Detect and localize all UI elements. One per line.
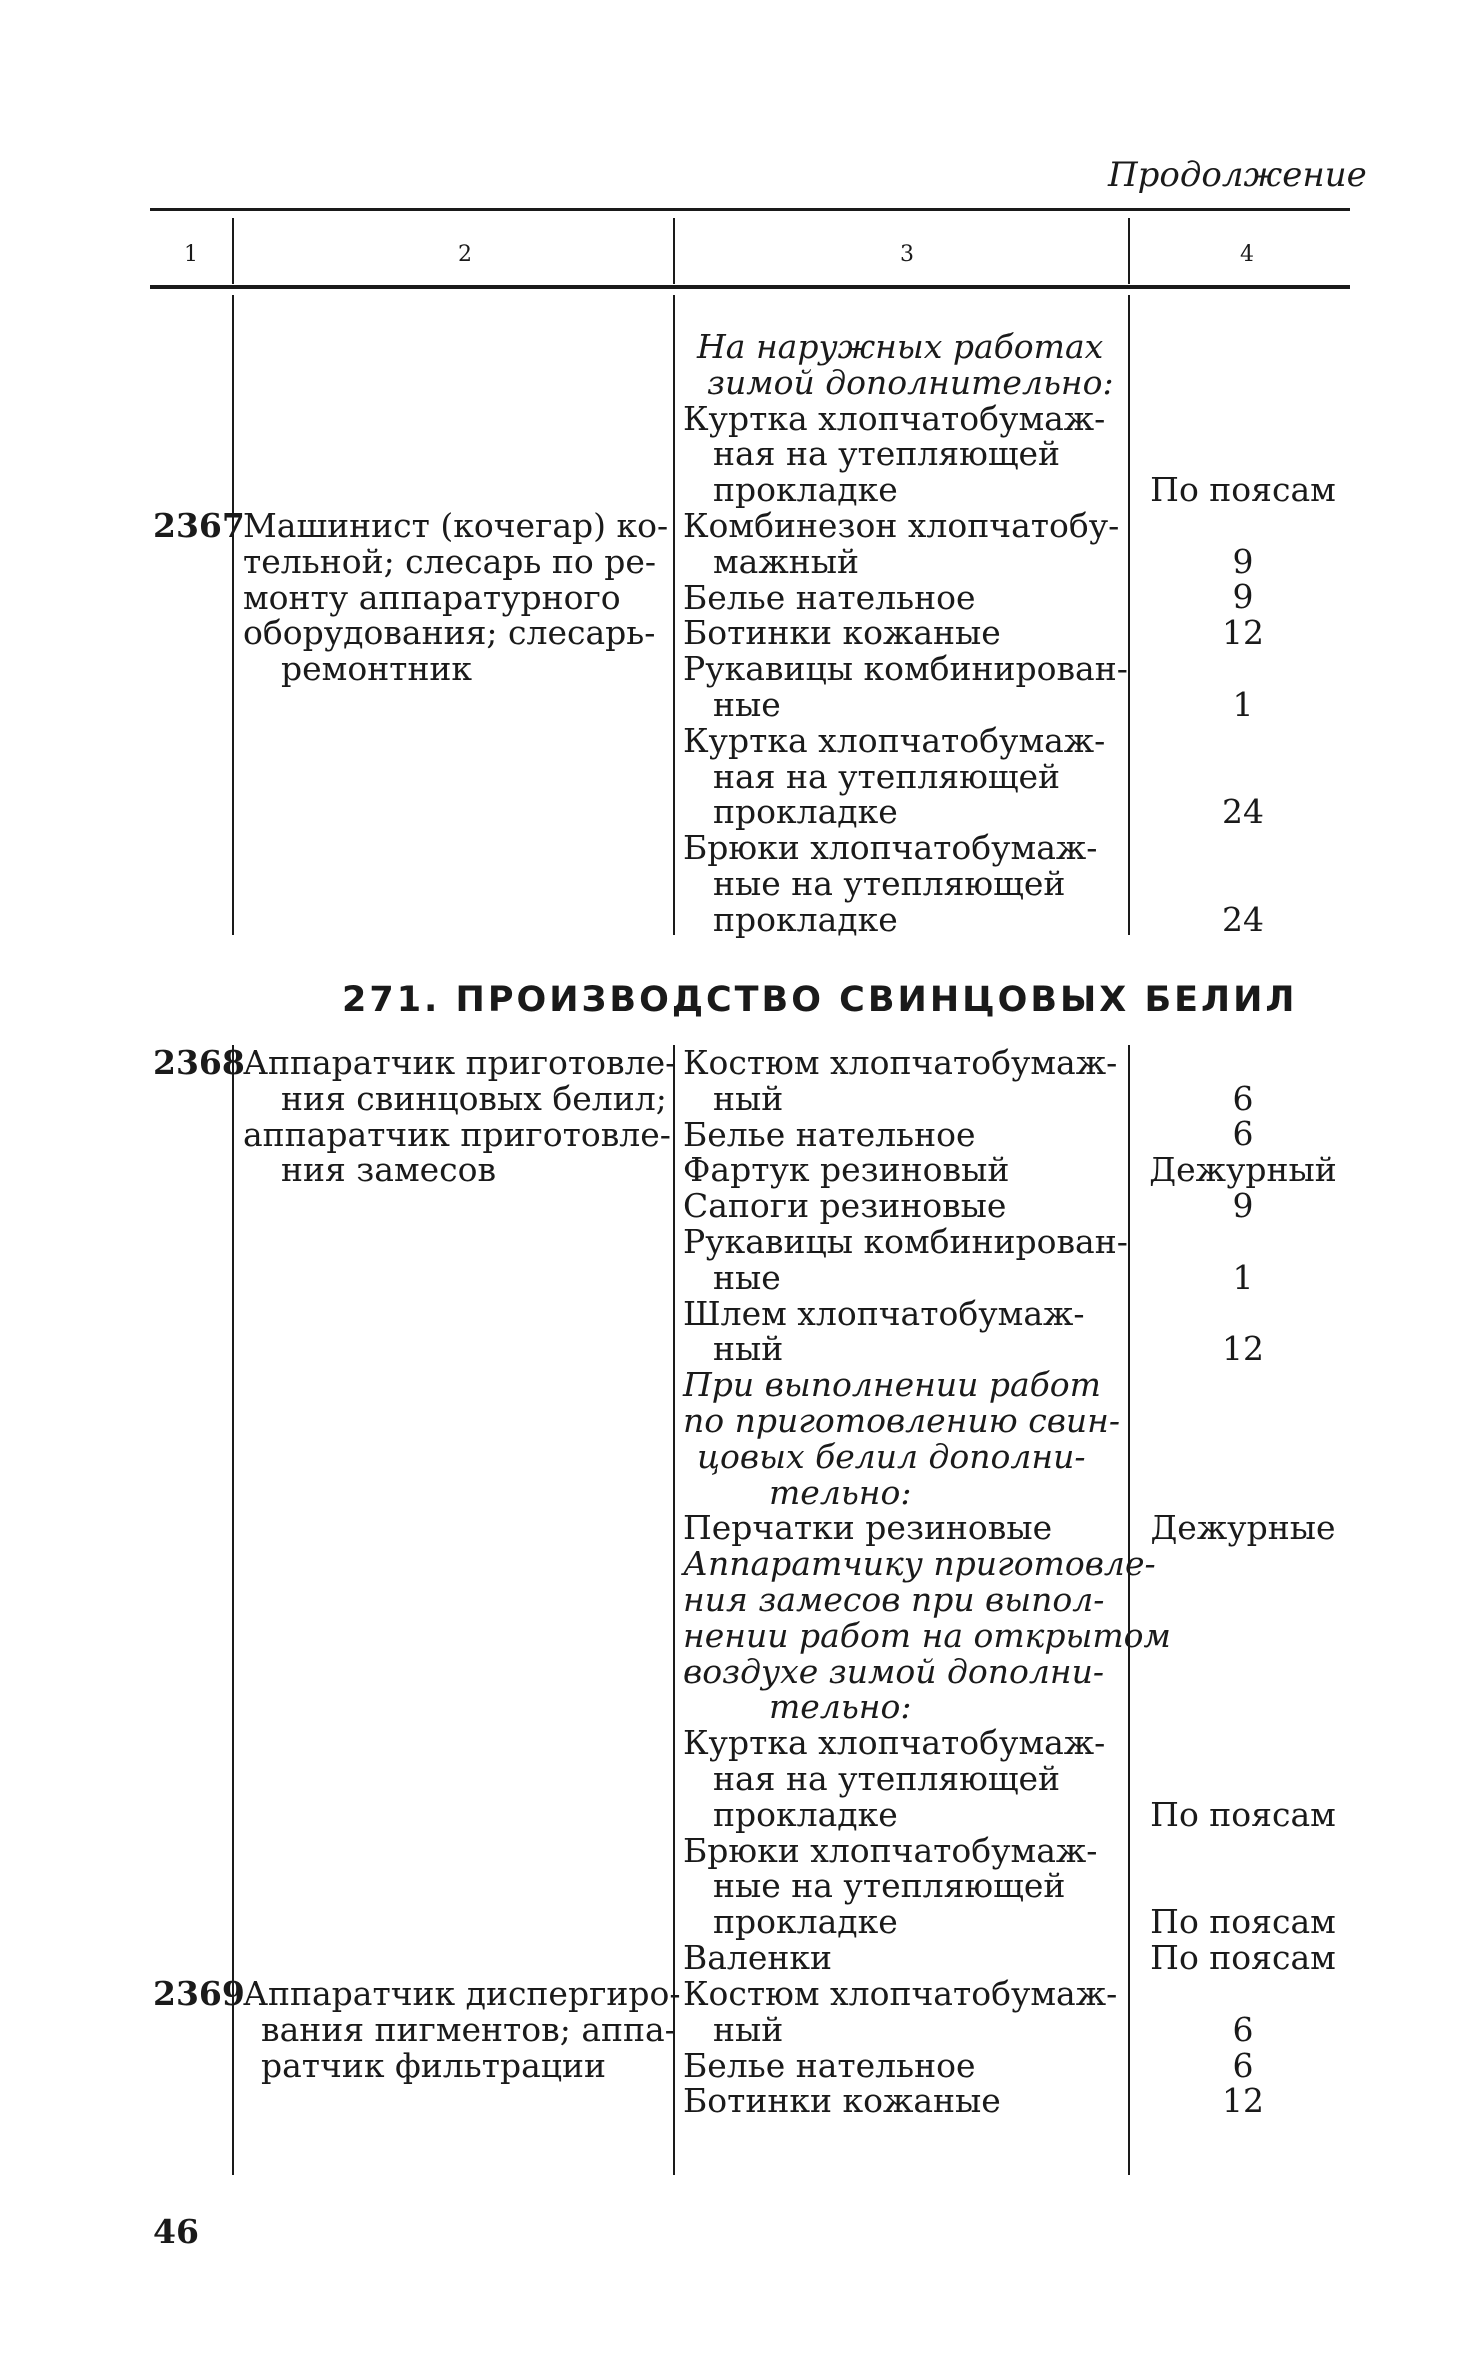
- item-line: ный: [713, 1329, 784, 1369]
- item-line: тельно:: [769, 1472, 912, 1512]
- item-line: Костюм хлопчатобумаж-: [683, 1043, 1118, 1082]
- item-line: Белье нательное: [683, 1114, 976, 1154]
- item-line: ные: [713, 1257, 781, 1297]
- item-line: Ботинки кожаные: [683, 613, 1001, 653]
- item-line: Шлем хлопчатобумаж-: [683, 1293, 1085, 1333]
- item-line: прокладке: [713, 1794, 898, 1834]
- term-value: По поясам: [1150, 1938, 1336, 1977]
- block1-divider-3: [1128, 295, 1130, 935]
- profession-line: Аппаратчик приготовле-: [243, 1043, 677, 1082]
- term-value: Дежурный: [1149, 1150, 1337, 1189]
- term-value: 12: [1222, 613, 1264, 652]
- profession-cell: [243, 1045, 676, 1188]
- item-line: ная на утепляющей: [713, 434, 1061, 474]
- item-line: Комбинезон хлопчатобу-: [683, 505, 1120, 545]
- item-line: Валенки: [683, 1937, 833, 1977]
- term-value: 9: [1232, 577, 1254, 616]
- item-line: цовых белил дополни-: [697, 1436, 1086, 1476]
- term-value: 24: [1222, 792, 1264, 831]
- item-line: ные на утепляющей: [713, 863, 1066, 903]
- column-header-3: 3: [900, 242, 914, 267]
- page-number: 46: [153, 2212, 199, 2251]
- item-line: мажный: [713, 541, 859, 581]
- item-line: ная на утепляющей: [713, 756, 1061, 796]
- term-value: 12: [1222, 1329, 1264, 1368]
- item-line: Рукавицы комбинирован-: [683, 649, 1128, 689]
- profession-cell: [243, 1976, 681, 2083]
- block1-divider-1: [232, 295, 234, 935]
- term-value: 9: [1232, 542, 1254, 581]
- item-line: Сапоги резиновые: [683, 1186, 1007, 1226]
- profession-cell: [243, 508, 668, 687]
- profession-line: оборудования; слесарь-: [243, 613, 656, 653]
- item-line: ные: [713, 684, 781, 724]
- item-line: Брюки хлопчатобумаж-: [683, 1830, 1098, 1870]
- term-value: 6: [1232, 2010, 1254, 2049]
- item-line: тельно:: [769, 1687, 912, 1727]
- item-line: прокладке: [713, 1902, 898, 1942]
- item-line: Аппаратчику приготовле-: [683, 1544, 1156, 1584]
- item-line: Костюм хлопчатобумаж-: [683, 1974, 1118, 2013]
- row-number: 2368: [153, 1043, 245, 1082]
- continuation-label: Продолжение: [1108, 155, 1367, 195]
- item-line: Куртка хлопчатобумаж-: [683, 398, 1106, 438]
- term-value: 6: [1232, 1079, 1254, 1118]
- column-header-2: 2: [458, 242, 472, 267]
- profession-line: вания пигментов; аппа-: [261, 2009, 676, 2049]
- item-line: воздухе зимой дополни-: [683, 1651, 1105, 1691]
- term-value: По поясам: [1150, 1795, 1336, 1834]
- header-top-rule: [150, 208, 1350, 211]
- header-bottom-rule: [150, 285, 1350, 289]
- item-line: ный: [713, 2009, 784, 2049]
- block1-divider-2: [673, 295, 675, 935]
- profession-line: монту аппаратурного: [243, 577, 621, 617]
- item-line: Рукавицы комбинирован-: [683, 1221, 1128, 1261]
- items-cell: [683, 329, 1128, 938]
- term-value: 1: [1232, 685, 1254, 724]
- term-value: По поясам: [1150, 1902, 1336, 1941]
- row-number: 2367: [153, 506, 245, 545]
- item-line: Куртка хлопчатобумаж-: [683, 1723, 1106, 1763]
- item-line: нении работ на открытом: [683, 1615, 1171, 1655]
- profession-line: аппаратчик приготовле-: [243, 1114, 671, 1154]
- item-line: При выполнении работ: [683, 1365, 1101, 1405]
- item-line: по приготовлению свин-: [683, 1400, 1121, 1440]
- items-cell: [683, 1045, 1171, 1976]
- item-line: Фартук резиновый: [683, 1150, 1010, 1190]
- items-cell: [683, 1976, 1117, 2119]
- item-line: ный: [713, 1078, 784, 1118]
- profession-line: тельной; слесарь по ре-: [243, 541, 657, 581]
- term-value: По поясам: [1150, 470, 1336, 509]
- item-line: Белье нательное: [683, 2045, 976, 2085]
- term-value: 1: [1232, 1258, 1254, 1297]
- term-value: 9: [1232, 1186, 1254, 1225]
- profession-line: ния свинцовых белил;: [281, 1078, 667, 1118]
- profession-line: Машинист (кочегар) ко-: [243, 506, 669, 545]
- section-title: 271. ПРОИЗВОДСТВО СВИНЦОВЫХ БЕЛИЛ: [342, 980, 1298, 1020]
- term-value: Дежурные: [1150, 1508, 1336, 1547]
- item-line: прокладке: [713, 899, 898, 939]
- item-line: Ботинки кожаные: [683, 2081, 1001, 2121]
- column-header-1: 1: [184, 242, 198, 267]
- item-line: ния замесов при выпол-: [683, 1579, 1105, 1619]
- row-number: 2369: [153, 1974, 245, 2013]
- header-divider-3: [1128, 218, 1130, 284]
- term-value: 12: [1222, 2081, 1264, 2120]
- header-divider-2: [673, 218, 675, 284]
- item-line: зимой дополнительно:: [707, 362, 1114, 402]
- item-line: ная на утепляющей: [713, 1758, 1061, 1798]
- item-line: Куртка хлопчатобумаж-: [683, 720, 1106, 760]
- term-value: 6: [1232, 2046, 1254, 2085]
- profession-line: ния замесов: [281, 1150, 497, 1190]
- header-divider-1: [232, 218, 234, 284]
- term-value: 24: [1222, 900, 1264, 939]
- item-line: Брюки хлопчатобумаж-: [683, 828, 1098, 868]
- item-line: прокладке: [713, 470, 898, 510]
- profession-line: ратчик фильтрации: [261, 2045, 607, 2085]
- item-line: прокладке: [713, 792, 898, 832]
- column-header-4: 4: [1240, 242, 1254, 267]
- item-line: ные на утепляющей: [713, 1866, 1066, 1906]
- profession-line: Аппаратчик диспергиро-: [243, 1974, 681, 2013]
- term-value: 6: [1232, 1114, 1254, 1153]
- item-line: Белье нательное: [683, 577, 976, 617]
- profession-line: ремонтник: [281, 649, 473, 689]
- item-line: Перчатки резиновые: [683, 1508, 1053, 1548]
- item-line: На наружных работах: [697, 327, 1104, 366]
